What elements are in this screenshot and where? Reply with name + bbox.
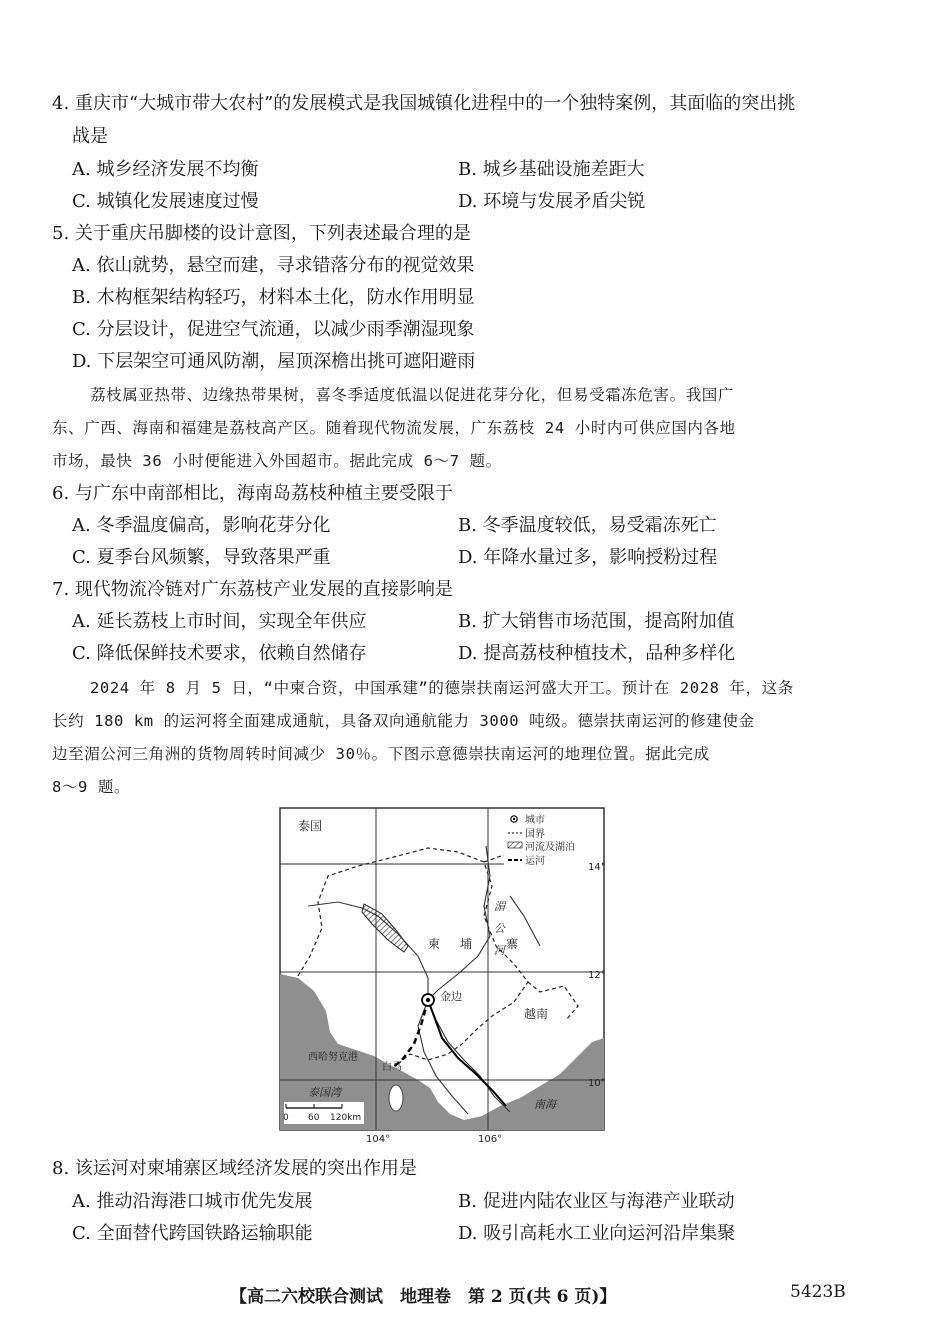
passage1-line2: 东、广西、海南和福建是荔枝高产区。随着现代物流发展，广东荔枝 24 小时内可供应国内各地 <box>52 419 736 437</box>
lon-label-104: 104° <box>366 1134 391 1145</box>
q4-option-a[interactable]: A. 城乡经济发展不均衡 <box>72 159 259 180</box>
label-kep: 白马 <box>382 1062 402 1073</box>
passage2-line2: 长约 180 km 的运河将全面建成通航，具备双向通航能力 3000 吨级。德崇扶南运河的修建使金 <box>52 712 755 730</box>
scale-bar <box>283 1102 364 1124</box>
q8-option-c[interactable]: C. 全面替代跨国铁路运输职能 <box>72 1223 313 1244</box>
q7-option-c[interactable]: C. 降低保鲜技术要求，依赖自然储存 <box>72 643 367 664</box>
label-gulf-of-thailand: 泰国湾 <box>308 1086 341 1099</box>
q4-option-c[interactable]: C. 城镇化发展速度过慢 <box>72 191 259 212</box>
q6-option-b[interactable]: B. 冬季温度较低，易受霜冻死亡 <box>458 515 717 536</box>
q7-option-b[interactable]: B. 扩大销售市场范围，提高附加值 <box>458 611 735 632</box>
scale-60: 60 <box>308 1113 320 1123</box>
legend-city: 城市 <box>525 815 545 826</box>
q4-option-b[interactable]: B. 城乡基础设施差距大 <box>458 159 645 180</box>
scale-120km: 120km <box>330 1113 362 1123</box>
legend-river-icon <box>508 842 522 848</box>
label-mekong-3: 河 <box>494 944 505 957</box>
lon-label-106: 106° <box>478 1134 503 1145</box>
label-mekong-2: 公 <box>494 922 505 935</box>
city-marker-dot <box>426 998 430 1002</box>
label-cambodia-1: 柬 <box>428 937 441 951</box>
q5-option-d[interactable]: D. 下层架空可通风防潮，屋顶深檐出挑可遮阳避雨 <box>72 351 476 372</box>
passage2-line1: 2024 年 8 月 5 日，“中柬合资，中国承建”的德崇扶南运河盛大开工。预计在 2028 年，这条 <box>90 679 794 697</box>
footer-exam-title: 【高二六校联合测试 地理卷 第 2 页(共 6 页)】 <box>230 1287 617 1307</box>
q4-stem-line1: 4. 重庆市“大城市带大农村”的发展模式是我国城镇化进程中的一个独特案例，其面临的突出挑 <box>52 93 796 114</box>
footer-paper-code: 5423B <box>790 1282 846 1302</box>
label-vietnam: 越南 <box>524 1007 549 1021</box>
q4-option-d[interactable]: D. 环境与发展矛盾尖锐 <box>458 191 646 212</box>
q8-option-b[interactable]: B. 促进内陆农业区与海港产业联动 <box>458 1191 735 1212</box>
q5-option-c[interactable]: C. 分层设计，促进空气流通，以减少雨季潮湿现象 <box>72 319 475 340</box>
q8-option-a[interactable]: A. 推动沿海港口城市优先发展 <box>72 1191 313 1212</box>
q5-option-a[interactable]: A. 依山就势，悬空而建，寻求错落分布的视觉效果 <box>72 255 475 276</box>
legend-border: 国界 <box>525 829 545 840</box>
q8-stem: 8. 该运河对柬埔寨区域经济发展的突出作用是 <box>52 1158 417 1179</box>
label-mekong-1: 湄 <box>494 900 505 913</box>
label-cambodia-3: 寨 <box>506 937 519 951</box>
lat-label-14: 14° <box>588 862 606 873</box>
q5-stem: 5. 关于重庆吊脚楼的设计意图，下列表述最合理的是 <box>52 223 471 244</box>
q7-stem: 7. 现代物流冷链对广东荔枝产业发展的直接影响是 <box>52 579 453 600</box>
label-south-china-sea: 南海 <box>534 1098 556 1111</box>
label-sihanoukville: 西哈努克港 <box>308 1052 358 1063</box>
label-cambodia-2: 埔 <box>460 937 473 951</box>
q4-stem-line2: 战是 <box>72 126 108 147</box>
q6-stem: 6. 与广东中南部相比，海南岛荔枝种植主要受限于 <box>52 483 453 504</box>
q6-option-a[interactable]: A. 冬季温度偏高，影响花芽分化 <box>72 515 331 536</box>
lat-label-12: 12° <box>588 970 606 981</box>
q6-option-c[interactable]: C. 夏季台风频繁，导致落果严重 <box>72 547 331 568</box>
canal-location-map <box>278 806 608 1148</box>
q6-option-d[interactable]: D. 年降水量过多，影响授粉过程 <box>458 547 718 568</box>
label-thailand: 泰国 <box>298 819 323 833</box>
label-phnom-penh: 金边 <box>440 990 462 1003</box>
island <box>389 1085 403 1111</box>
q7-option-d[interactable]: D. 提高荔枝种植技术，品种多样化 <box>458 643 736 664</box>
scale-0: 0 <box>283 1113 289 1123</box>
passage1-line3: 市场，最快 36 小时便能进入外国超市。据此完成 6～7 题。 <box>52 452 502 470</box>
passage2-line3: 边至湄公河三角洲的货物周转时间减少 30％。下图示意德崇扶南运河的地理位置。据此完成 <box>52 745 710 763</box>
map-legend <box>504 810 602 870</box>
passage1-line1: 荔枝属亚热带、边缘热带果树，喜冬季适度低温以促进花芽分化，但易受霜冻危害。我国广 <box>90 386 735 404</box>
q5-option-b[interactable]: B. 木构框架结构轻巧，材料本土化，防水作用明显 <box>72 287 475 308</box>
legend-river: 河流及湖泊 <box>525 842 575 853</box>
passage2-line4: 8～9 题。 <box>52 778 131 796</box>
q7-option-a[interactable]: A. 延长荔枝上市时间，实现全年供应 <box>72 611 367 632</box>
q8-option-d[interactable]: D. 吸引高耗水工业向运河沿岸集聚 <box>458 1223 736 1244</box>
lat-label-10: 10° <box>588 1078 606 1089</box>
legend-canal: 运河 <box>525 856 545 867</box>
